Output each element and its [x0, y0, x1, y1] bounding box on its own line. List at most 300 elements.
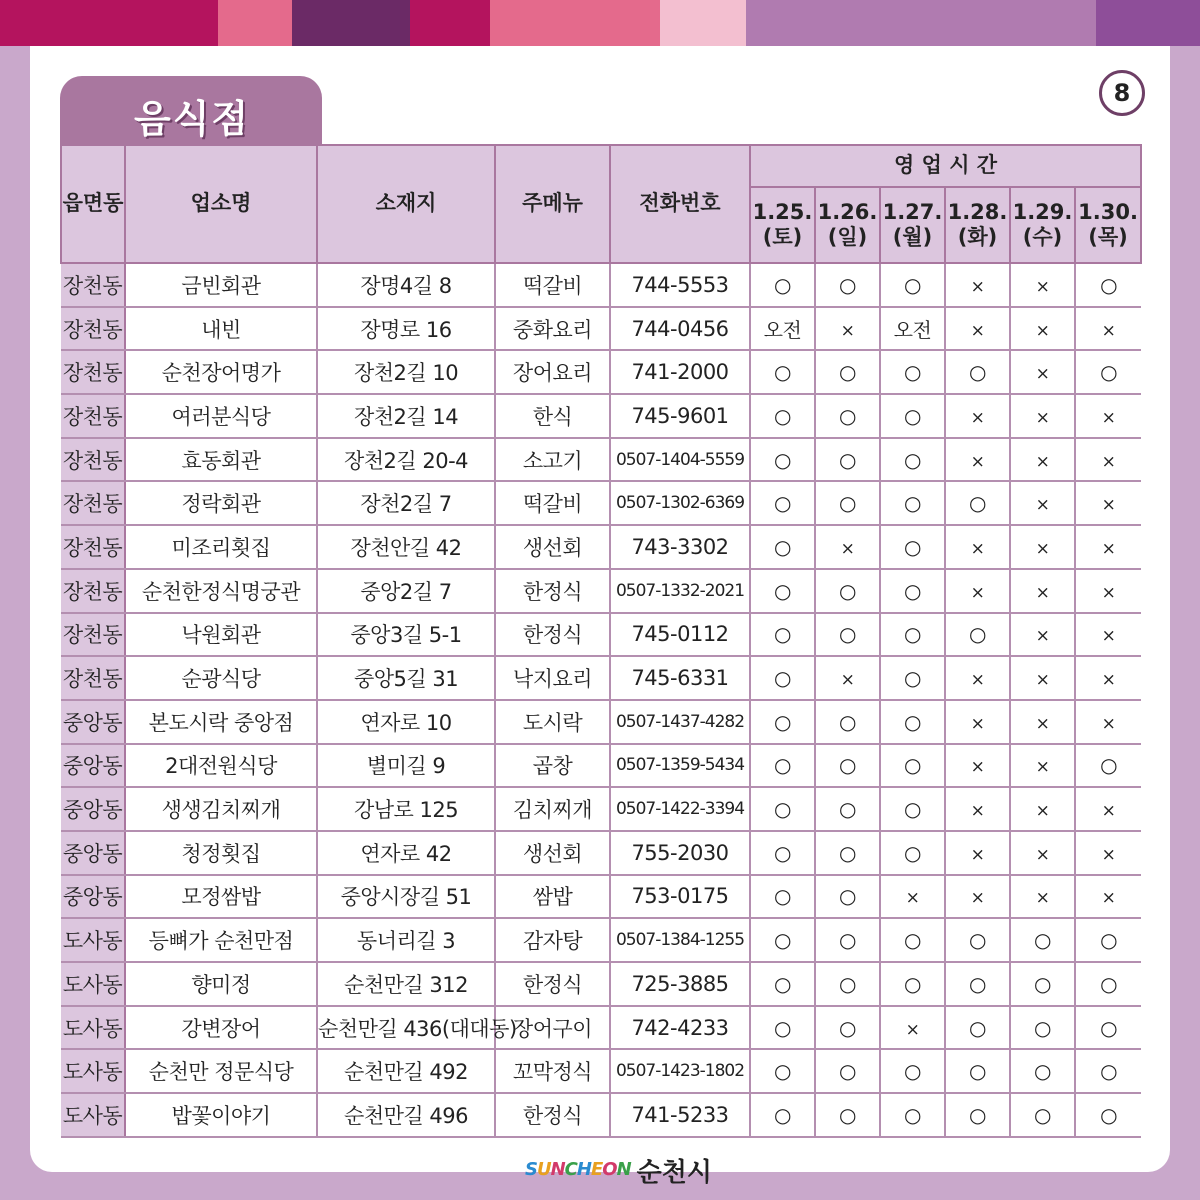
hours-mark: ○: [904, 971, 921, 996]
hours-mark: ○: [774, 884, 791, 909]
table-row: [61, 1006, 1141, 1050]
cell-hours: [945, 656, 1010, 700]
hours-mark: ×: [1035, 538, 1050, 559]
cell-phone: 741-5233: [610, 1093, 750, 1137]
cell-hours: [1010, 481, 1075, 525]
cell-hours: [815, 744, 880, 788]
cell-address: 장천2길 14: [317, 394, 495, 438]
cell-hours: [1010, 307, 1075, 351]
hours-mark: ○: [839, 491, 856, 516]
hours-mark: ×: [1035, 582, 1050, 603]
hours-mark: ○: [1034, 1059, 1051, 1084]
table-row: [61, 481, 1141, 525]
hours-mark: ×: [1035, 495, 1050, 516]
cell-menu: 낙지요리: [495, 656, 610, 700]
cell-phone: 0507-1384-1255: [610, 918, 750, 962]
cell-name: 본도시락 중앙점: [125, 700, 317, 744]
header-menu: 주메뉴: [495, 145, 610, 263]
table-row: [61, 263, 1141, 307]
cell-hours: [945, 438, 1010, 482]
cell-dong: 도사동: [61, 1049, 125, 1093]
cell-hours: [1010, 438, 1075, 482]
cell-hours: [1010, 350, 1075, 394]
cell-hours: [945, 613, 1010, 657]
cell-hours: [815, 613, 880, 657]
cell-hours: [1010, 875, 1075, 919]
hours-mark: ×: [1101, 888, 1116, 909]
hours-mark: ×: [970, 713, 985, 734]
table-row: [61, 1093, 1141, 1137]
cell-hours: [945, 1093, 1010, 1137]
hours-mark: ○: [839, 1015, 856, 1040]
cell-hours: [1010, 787, 1075, 831]
cell-hours: [1010, 656, 1075, 700]
cell-phone: 0507-1359-5434: [610, 744, 750, 788]
cell-hours: [815, 656, 880, 700]
table-row: [61, 307, 1141, 351]
hours-mark: ×: [1101, 626, 1116, 647]
cell-hours: [1075, 481, 1141, 525]
hours-mark: ○: [904, 666, 921, 691]
cell-menu: 도시락: [495, 700, 610, 744]
header-address: 소재지: [317, 145, 495, 263]
cell-name: 내빈: [125, 307, 317, 351]
top-bar-segment: [410, 0, 490, 46]
page-title: 음식점: [134, 97, 251, 141]
cell-hours: [750, 525, 815, 569]
cell-hours: [815, 875, 880, 919]
hours-mark: ×: [1035, 407, 1050, 428]
hours-mark: ○: [1034, 928, 1051, 953]
hours-mark: ○: [1100, 1015, 1118, 1040]
cell-hours: [945, 307, 1010, 351]
cell-hours: [945, 525, 1010, 569]
hours-mark: ○: [969, 1059, 986, 1084]
cell-address: 중앙5길 31: [317, 656, 495, 700]
cell-menu: 떡갈비: [495, 263, 610, 307]
hours-mark: ○: [904, 622, 921, 647]
cell-address: 중앙시장길 51: [317, 875, 495, 919]
cell-hours: [750, 438, 815, 482]
cell-phone: 0507-1437-4282: [610, 700, 750, 744]
cell-name: 밥꽃이야기: [125, 1093, 317, 1137]
hours-mark: ○: [969, 622, 986, 647]
cell-hours: [750, 569, 815, 613]
table-row: [61, 1049, 1141, 1093]
top-color-bar: [0, 0, 1200, 46]
hours-mark: ○: [904, 360, 921, 385]
table-row: [61, 569, 1141, 613]
hours-mark: ○: [1100, 272, 1118, 297]
cell-hours: [750, 656, 815, 700]
cell-hours: [880, 787, 945, 831]
hours-mark: ×: [1101, 407, 1116, 428]
cell-name: 강변장어: [125, 1006, 317, 1050]
cell-hours: [945, 263, 1010, 307]
cell-hours: [880, 700, 945, 744]
hours-mark: ×: [1101, 670, 1116, 691]
cell-hours: [1010, 744, 1075, 788]
cell-menu: 쌈밥: [495, 875, 610, 919]
cell-dong: 장천동: [61, 394, 125, 438]
hours-mark: ×: [1101, 451, 1116, 472]
cell-hours: [1075, 787, 1141, 831]
hours-mark: ○: [774, 709, 791, 734]
table-row: [61, 613, 1141, 657]
cell-menu: 장어구이: [495, 1006, 610, 1050]
cell-hours: [1075, 350, 1141, 394]
cell-dong: 장천동: [61, 350, 125, 394]
header-date: [880, 187, 945, 263]
hours-mark: ○: [774, 840, 791, 865]
hours-mark: 오전: [893, 318, 932, 343]
cell-hours: [815, 1006, 880, 1050]
hours-mark: ○: [839, 360, 856, 385]
cell-hours: [1075, 744, 1141, 788]
cell-hours: [945, 831, 1010, 875]
hours-mark: ×: [970, 276, 985, 297]
top-bar-segment: [916, 0, 1096, 46]
hours-mark: ○: [1100, 753, 1118, 778]
hours-mark: ×: [970, 888, 985, 909]
cell-hours: [945, 350, 1010, 394]
hours-mark: ○: [904, 1102, 921, 1127]
cell-hours: [815, 962, 880, 1006]
hours-mark: ×: [840, 670, 855, 691]
hours-mark: ○: [1100, 928, 1118, 953]
hours-mark: ○: [774, 1059, 791, 1084]
cell-hours: [750, 787, 815, 831]
cell-hours: [1010, 700, 1075, 744]
cell-hours: [880, 307, 945, 351]
table-row: [61, 831, 1141, 875]
hours-mark: ○: [839, 272, 856, 297]
hours-mark: ○: [839, 447, 856, 472]
hours-mark: ×: [840, 538, 855, 559]
header-dong: 읍면동: [61, 145, 125, 263]
cell-hours: [750, 831, 815, 875]
cell-dong: 장천동: [61, 525, 125, 569]
table-row: [61, 700, 1141, 744]
cell-menu: 한식: [495, 394, 610, 438]
cell-hours: [945, 700, 1010, 744]
cell-hours: [880, 744, 945, 788]
cell-dong: 장천동: [61, 263, 125, 307]
cell-name: 정락회관: [125, 481, 317, 525]
cell-phone: 753-0175: [610, 875, 750, 919]
header-day-label: (화): [957, 225, 998, 249]
cell-hours: [880, 1093, 945, 1137]
cell-hours: [815, 569, 880, 613]
hours-mark: ○: [839, 797, 856, 822]
hours-mark: ○: [969, 928, 986, 953]
hours-mark: ○: [1100, 1059, 1118, 1084]
cell-name: 순광식당: [125, 656, 317, 700]
hours-mark: ×: [1035, 713, 1050, 734]
header-day-label: (일): [827, 225, 868, 249]
hours-mark: ○: [839, 1059, 856, 1084]
hours-mark: ○: [904, 928, 921, 953]
cell-dong: 장천동: [61, 656, 125, 700]
cell-hours: [750, 744, 815, 788]
cell-name: 효동회관: [125, 438, 317, 482]
cell-phone: 0507-1423-1802: [610, 1049, 750, 1093]
cell-menu: 한정식: [495, 569, 610, 613]
cell-dong: 중앙동: [61, 700, 125, 744]
hours-mark: ○: [1100, 360, 1118, 385]
hours-mark: ×: [1035, 801, 1050, 822]
cell-phone: 744-0456: [610, 307, 750, 351]
header-date: [1010, 187, 1075, 263]
cell-hours: [1010, 569, 1075, 613]
logo-mark-icon: SUNCHEON: [525, 1159, 631, 1180]
cell-hours: [815, 918, 880, 962]
cell-hours: [815, 263, 880, 307]
cell-hours: [1075, 656, 1141, 700]
cell-hours: [880, 481, 945, 525]
hours-mark: ○: [839, 709, 856, 734]
header-day-label: (월): [892, 225, 933, 249]
cell-hours: [815, 481, 880, 525]
cell-hours: [815, 1049, 880, 1093]
cell-hours: [1075, 613, 1141, 657]
hours-mark: ○: [904, 403, 921, 428]
cell-menu: 한정식: [495, 613, 610, 657]
cell-dong: 중앙동: [61, 831, 125, 875]
cell-hours: [880, 438, 945, 482]
cell-phone: 745-6331: [610, 656, 750, 700]
top-bar-segment: [490, 0, 660, 46]
cell-menu: 감자탕: [495, 918, 610, 962]
cell-hours: [1010, 962, 1075, 1006]
hours-mark: ×: [1101, 713, 1116, 734]
restaurant-table: [60, 144, 1142, 1138]
cell-hours: [1075, 700, 1141, 744]
hours-mark: ○: [774, 447, 791, 472]
hours-mark: ×: [1035, 320, 1050, 341]
cell-menu: 한정식: [495, 1093, 610, 1137]
cell-hours: [1075, 875, 1141, 919]
cell-address: 순천만길 436(대대동): [317, 1006, 495, 1050]
hours-mark: ○: [969, 491, 986, 516]
cell-phone: 755-2030: [610, 831, 750, 875]
hours-mark: ○: [774, 403, 791, 428]
cell-hours: [880, 831, 945, 875]
header-hours: 영 업 시 간: [750, 145, 1141, 187]
hours-mark: ×: [1035, 757, 1050, 778]
cell-address: 별미길 9: [317, 744, 495, 788]
cell-hours: [880, 1006, 945, 1050]
hours-mark: ×: [970, 801, 985, 822]
cell-name: 낙원회관: [125, 613, 317, 657]
cell-hours: [815, 787, 880, 831]
cell-hours: [880, 656, 945, 700]
hours-mark: ×: [1035, 888, 1050, 909]
cell-hours: [1010, 918, 1075, 962]
cell-hours: [815, 1093, 880, 1137]
cell-name: 등뼈가 순천만점: [125, 918, 317, 962]
cell-hours: [750, 918, 815, 962]
hours-mark: ×: [1035, 364, 1050, 385]
cell-hours: [880, 350, 945, 394]
hours-mark: ○: [1034, 1102, 1051, 1127]
hours-mark: ○: [774, 360, 791, 385]
cell-hours: [750, 700, 815, 744]
cell-address: 연자로 10: [317, 700, 495, 744]
hours-mark: ○: [839, 884, 856, 909]
cell-hours: [1075, 569, 1141, 613]
hours-mark: ×: [905, 1019, 920, 1040]
cell-hours: [880, 569, 945, 613]
hours-mark: ○: [969, 971, 986, 996]
table-row: [61, 744, 1141, 788]
table-row: [61, 438, 1141, 482]
cell-hours: [750, 962, 815, 1006]
cell-address: 장천2길 10: [317, 350, 495, 394]
hours-mark: ○: [774, 272, 791, 297]
cell-address: 순천만길 496: [317, 1093, 495, 1137]
cell-address: 장천2길 20-4: [317, 438, 495, 482]
top-bar-segment: [218, 0, 292, 46]
cell-phone: 743-3302: [610, 525, 750, 569]
hours-mark: ○: [904, 447, 921, 472]
hours-mark: ○: [904, 491, 921, 516]
cell-menu: 꼬막정식: [495, 1049, 610, 1093]
hours-mark: ×: [970, 582, 985, 603]
cell-hours: [1075, 307, 1141, 351]
cell-menu: 김치찌개: [495, 787, 610, 831]
cell-hours: [750, 350, 815, 394]
cell-phone: 744-5553: [610, 263, 750, 307]
cell-address: 동너리길 3: [317, 918, 495, 962]
cell-hours: [945, 394, 1010, 438]
cell-hours: [815, 831, 880, 875]
hours-mark: ○: [904, 797, 921, 822]
cell-name: 여러분식당: [125, 394, 317, 438]
hours-mark: ○: [904, 840, 921, 865]
cell-hours: [945, 918, 1010, 962]
cell-dong: 장천동: [61, 613, 125, 657]
hours-mark: ○: [774, 753, 791, 778]
top-bar-segment: [660, 0, 746, 46]
cell-address: 순천만길 312: [317, 962, 495, 1006]
hours-mark: ○: [839, 1102, 856, 1127]
header-day-label: (목): [1088, 225, 1128, 249]
cell-hours: [945, 744, 1010, 788]
suncheon-logo: [525, 1150, 712, 1190]
cell-hours: [945, 569, 1010, 613]
header-date: [1075, 187, 1141, 263]
cell-hours: [945, 1006, 1010, 1050]
hours-mark: ○: [774, 928, 791, 953]
table-row: [61, 918, 1141, 962]
hours-mark: ○: [904, 578, 921, 603]
cell-dong: 중앙동: [61, 787, 125, 831]
cell-hours: [750, 1093, 815, 1137]
cell-phone: 725-3885: [610, 962, 750, 1006]
cell-name: 모정쌈밥: [125, 875, 317, 919]
header-date-label: 1.25.: [752, 199, 813, 224]
hours-mark: ○: [904, 1059, 921, 1084]
cell-hours: [1010, 831, 1075, 875]
hours-mark: ○: [774, 1102, 791, 1127]
cell-hours: [880, 1049, 945, 1093]
cell-address: 연자로 42: [317, 831, 495, 875]
header-date: [750, 187, 815, 263]
cell-hours: [1075, 394, 1141, 438]
cell-hours: [750, 1006, 815, 1050]
cell-address: 장천안길 42: [317, 525, 495, 569]
hours-mark: ○: [839, 622, 856, 647]
cell-hours: [880, 613, 945, 657]
hours-mark: ×: [1101, 320, 1116, 341]
hours-mark: ×: [1101, 844, 1116, 865]
hours-mark: ×: [1101, 538, 1116, 559]
cell-hours: [1075, 1006, 1141, 1050]
cell-hours: [1075, 918, 1141, 962]
cell-name: 생생김치찌개: [125, 787, 317, 831]
cell-hours: [945, 962, 1010, 1006]
cell-dong: 도사동: [61, 1093, 125, 1137]
top-bar-segment: [0, 0, 218, 46]
hours-mark: ×: [970, 451, 985, 472]
hours-mark: ○: [774, 534, 791, 559]
cell-address: 중앙2길 7: [317, 569, 495, 613]
cell-name: 청정횟집: [125, 831, 317, 875]
header-phone: 전화번호: [610, 145, 750, 263]
cell-hours: [1010, 263, 1075, 307]
cell-hours: [1010, 613, 1075, 657]
cell-menu: 한정식: [495, 962, 610, 1006]
cell-hours: [750, 307, 815, 351]
cell-phone: 0507-1422-3394: [610, 787, 750, 831]
cell-hours: [750, 263, 815, 307]
cell-hours: [880, 394, 945, 438]
cell-hours: [1075, 438, 1141, 482]
header-date-label: 1.27.: [882, 199, 943, 224]
hours-mark: ×: [840, 320, 855, 341]
page-number-badge: 8: [1099, 70, 1145, 116]
hours-mark: ○: [1034, 1015, 1051, 1040]
cell-dong: 중앙동: [61, 744, 125, 788]
cell-dong: 장천동: [61, 307, 125, 351]
cell-menu: 생선회: [495, 831, 610, 875]
hours-mark: ○: [774, 797, 791, 822]
cell-hours: [815, 525, 880, 569]
cell-hours: [815, 394, 880, 438]
cell-hours: [880, 918, 945, 962]
cell-address: 장천2길 7: [317, 481, 495, 525]
cell-hours: [880, 875, 945, 919]
hours-mark: ×: [1101, 495, 1116, 516]
header-date: [945, 187, 1010, 263]
hours-mark: ○: [904, 753, 921, 778]
table-row: [61, 394, 1141, 438]
cell-menu: 소고기: [495, 438, 610, 482]
cell-hours: [1075, 962, 1141, 1006]
hours-mark: ○: [969, 1015, 986, 1040]
hours-mark: ×: [970, 670, 985, 691]
hours-mark: ○: [1100, 1102, 1118, 1127]
cell-phone: 0507-1302-6369: [610, 481, 750, 525]
header-date-label: 1.29.: [1012, 199, 1073, 224]
cell-hours: [750, 1049, 815, 1093]
header-date: [815, 187, 880, 263]
hours-mark: ×: [970, 844, 985, 865]
cell-dong: 도사동: [61, 918, 125, 962]
top-bar-segment: [292, 0, 410, 46]
hours-mark: ×: [1101, 582, 1116, 603]
